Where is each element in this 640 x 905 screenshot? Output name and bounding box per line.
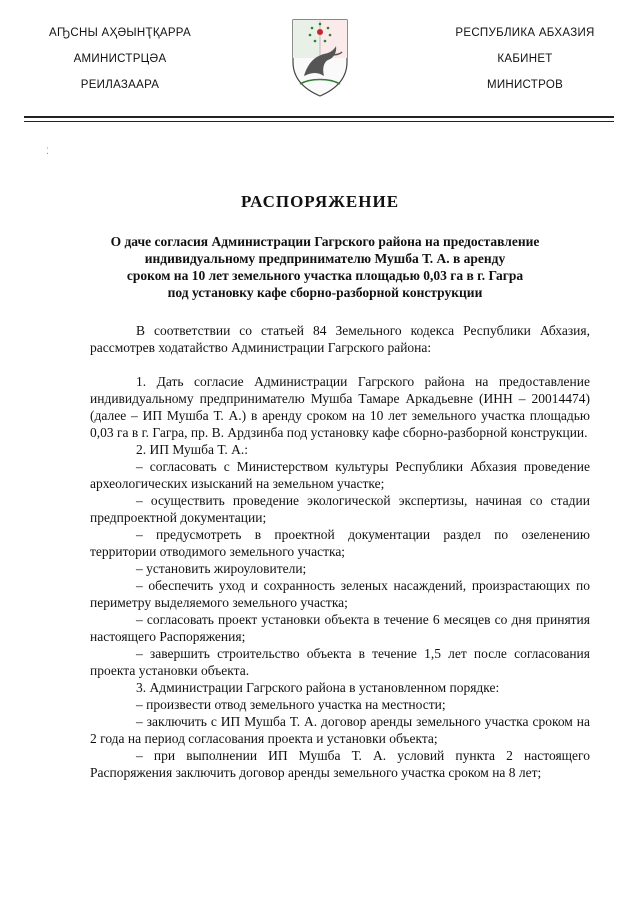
- subject-line-2: индивидуальному предпринимателю Мушба Т. А. в аренду: [144, 251, 506, 266]
- document-title: РАСПОРЯЖЕНИЕ: [240, 192, 400, 211]
- header-left-line-2: АМИНИСТРЦӘА: [73, 53, 167, 65]
- clause-3-item: – при выполнении ИП Мушба Т. А. условий пункта 2 настоящего Распоряжения заключить договор аренды земельного участка сроком на 8 лет;: [90, 748, 590, 780]
- clause-2-item: – предусмотреть в проектной документации раздел по озеленению территории отводимого земельного участка;: [90, 527, 590, 559]
- clause-2-item: – согласовать проект установки объекта в течение 6 месяцев со дня принятия настоящего Распоряжения;: [90, 612, 590, 644]
- clause-1: 1. Дать согласие Администрации Гагрского района на предоставление индивидуальному предпринимателю Мушба Тамаре Аркадьевне (ИНН – 20014474) (далее – ИП Мушба Т. А.) в аренду сроком на 10 лет земельного участка площадью 0,03 га в г. Гагра, пр. В. Ардзинба под установку кафе сборно-разборной конструкции.: [90, 374, 590, 440]
- header-divider-thick: [24, 116, 614, 118]
- subject-line-1: О даче согласия Администрации Гагрского района на предоставление: [110, 234, 540, 249]
- document-body: [90, 322, 590, 781]
- scan-speck-icon: ⁚: [46, 146, 49, 156]
- clause-2-heading: 2. ИП Мушба Т. А.:: [136, 442, 248, 457]
- clause-3-item: – заключить с ИП Мушба Т. А. договор аренды земельного участка сроком на 2 года на период согласования проекта и установки объекта;: [90, 714, 590, 746]
- preamble-paragraph: В соответствии со статьей 84 Земельного кодекса Республики Абхазия, рассмотрев ходатайство Администрации Гагрского района:: [90, 323, 590, 355]
- header-right-line-2: КАБИНЕТ: [497, 53, 553, 65]
- document-subject: [95, 233, 555, 301]
- header-left-line-1: АҦСНЫ АҲӘЫНҬҚАРРА: [49, 27, 191, 39]
- clause-2-item: – завершить строительство объекта в течение 1,5 лет после согласования проекта установки объекта.: [90, 646, 590, 678]
- clause-2-item: – установить жироуловители;: [136, 561, 307, 576]
- header-right-line-1: РЕСПУБЛИКА АБХАЗИЯ: [455, 27, 595, 39]
- coat-of-arms-icon: [290, 18, 350, 98]
- clause-2-item: – осуществить проведение экологической экспертизы, начиная со стадии предпроектной документации;: [90, 493, 590, 525]
- header-right-line-3: МИНИСТРОВ: [486, 79, 564, 91]
- header-divider-thin: [24, 121, 614, 122]
- header-right: [425, 20, 625, 98]
- clause-2-item: – обеспечить уход и сохранность зеленых насаждений, произрастающих по периметру выделяемого земельного участка;: [90, 578, 590, 610]
- subject-line-4: под установку кафе сборно-разборной конструкции: [167, 285, 483, 300]
- clause-3-item: – произвести отвод земельного участка на местности;: [136, 697, 446, 712]
- header-left: [20, 20, 220, 98]
- clause-2-item: – согласовать с Министерством культуры Республики Абхазия проведение археологических изысканий на земельном участке;: [90, 459, 590, 491]
- subject-line-3: сроком на 10 лет земельного участка площадью 0,03 га в г. Гагра: [126, 268, 524, 283]
- header-left-line-3: РЕИЛАЗААРА: [80, 79, 160, 91]
- clause-3-heading: 3. Администрации Гагрского района в установленном порядке:: [136, 680, 500, 695]
